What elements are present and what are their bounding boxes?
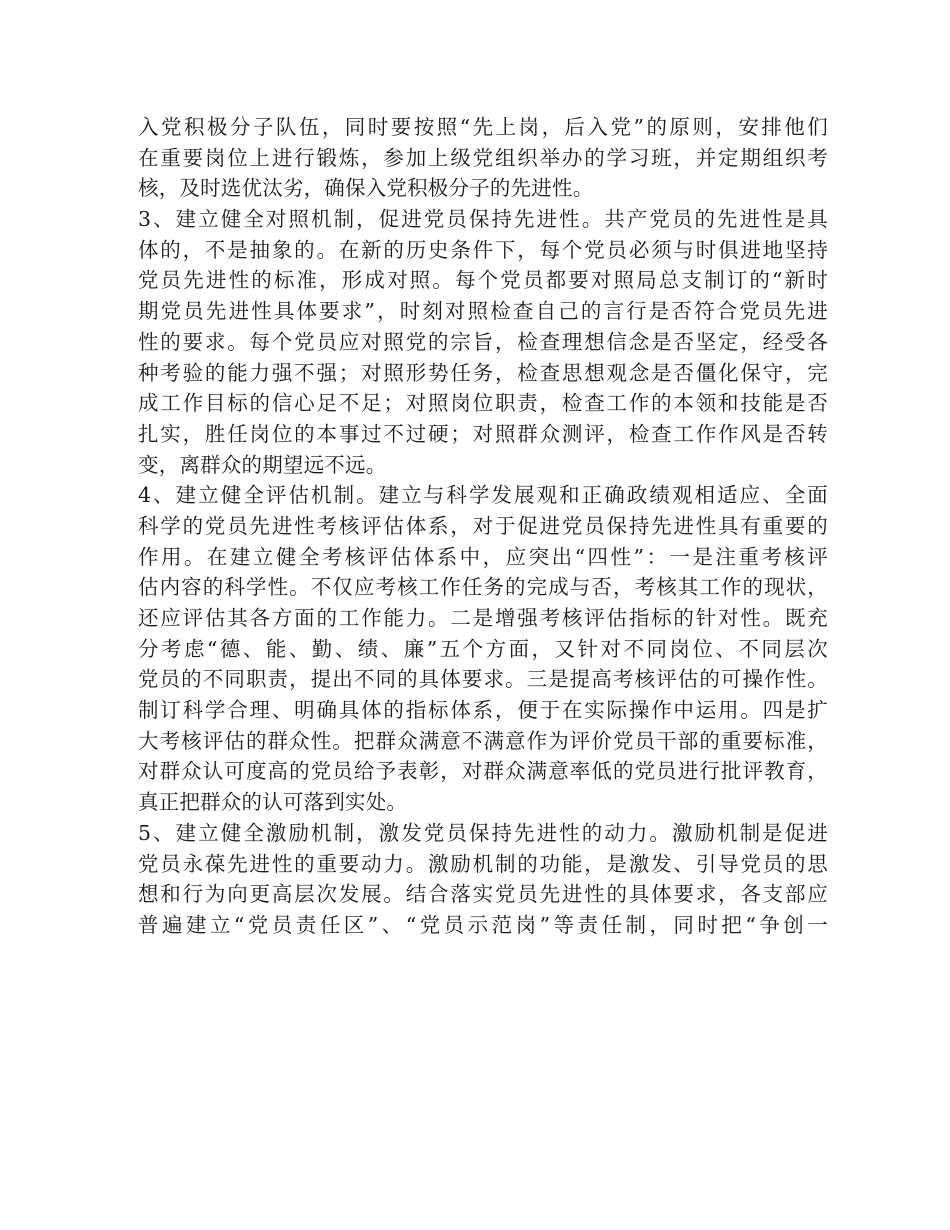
text-line: 制订科学合理、明确具体的指标体系，便于在实际操作中运用。四是扩 (138, 698, 828, 723)
text-line: 成工作目标的信心足不足；对照岗位职责，检查工作的本领和技能是否 (138, 391, 828, 416)
text-line: 扎实，胜任岗位的本事过不过硬；对照群众测评，检查工作作风是否转 (138, 421, 828, 446)
text-line: 变，离群众的期望远不远。 (138, 452, 387, 477)
text-line: 还应评估其各方面的工作能力。二是增强考核评估指标的针对性。既充 (138, 606, 828, 630)
text-line: 对群众认可度高的党员给予表彰，对群众满意率低的党员进行批评教育， (138, 759, 828, 784)
text-line: 种考验的能力强不强；对照形势任务，检查思想观念是否僵化保守，完 (138, 360, 828, 385)
text-line: 5、建立健全激励机制，激发党员保持先进性的动力。激励机制是促进 (138, 820, 828, 845)
text-line: 4、建立健全评估机制。建立与科学发展观和正确政绩观相适应、全面 (138, 483, 828, 508)
text-line: 入党积极分子队伍，同时要按照“先上岗，后入党”的原则，安排他们 (138, 115, 828, 139)
text-line: 3、建立健全对照机制，促进党员保持先进性。共产党员的先进性是具 (138, 207, 828, 232)
text-line: 期党员先进性具体要求”，时刻对照检查自己的言行是否符合党员先进 (138, 299, 828, 324)
text-line: 核，及时选优汰劣，确保入党积极分子的先进性。 (138, 176, 594, 201)
text-line: 作用。在建立健全考核评估体系中，应突出“四性”：一是注重考核评 (138, 544, 828, 569)
text-line: 大考核评估的群众性。把群众满意不满意作为评价党员干部的重要标准， (138, 728, 828, 753)
text-line: 党员的不同职责，提出不同的具体要求。三是提高考核评估的可操作性。 (138, 667, 828, 692)
text-line: 科学的党员先进性考核评估体系，对于促进党员保持先进性具有重要的 (138, 513, 828, 538)
text-line: 在重要岗位上进行锻炼，参加上级党组织举办的学习班，并定期组织考 (138, 145, 828, 170)
document-body (138, 112, 828, 941)
text-line: 党员先进性的标准，形成对照。每个党员都要对照局总支制订的“新时 (138, 268, 828, 293)
text-line: 分考虑“德、能、勤、绩、廉”五个方面，又针对不同岗位、不同层次 (138, 636, 828, 661)
text-line: 体的，不是抽象的。在新的历史条件下，每个党员必须与时俱进地坚持 (138, 237, 828, 262)
text-line: 性的要求。每个党员应对照党的宗旨，检查理想信念是否坚定，经受各 (138, 329, 828, 354)
text-line: 普遍建立“党员责任区”、“党员示范岗”等责任制，同时把“争创一 (138, 912, 828, 937)
text-line: 真正把群众的认可落到实处。 (138, 790, 408, 815)
text-line: 想和行为向更高层次发展。结合落实党员先进性的具体要求，各支部应 (138, 882, 828, 907)
text-line: 估内容的科学性。不仅应考核工作任务的完成与否，考核其工作的现状， (138, 575, 828, 600)
text-line: 党员永葆先进性的重要动力。激励机制的功能，是激发、引导党员的思 (138, 851, 828, 876)
